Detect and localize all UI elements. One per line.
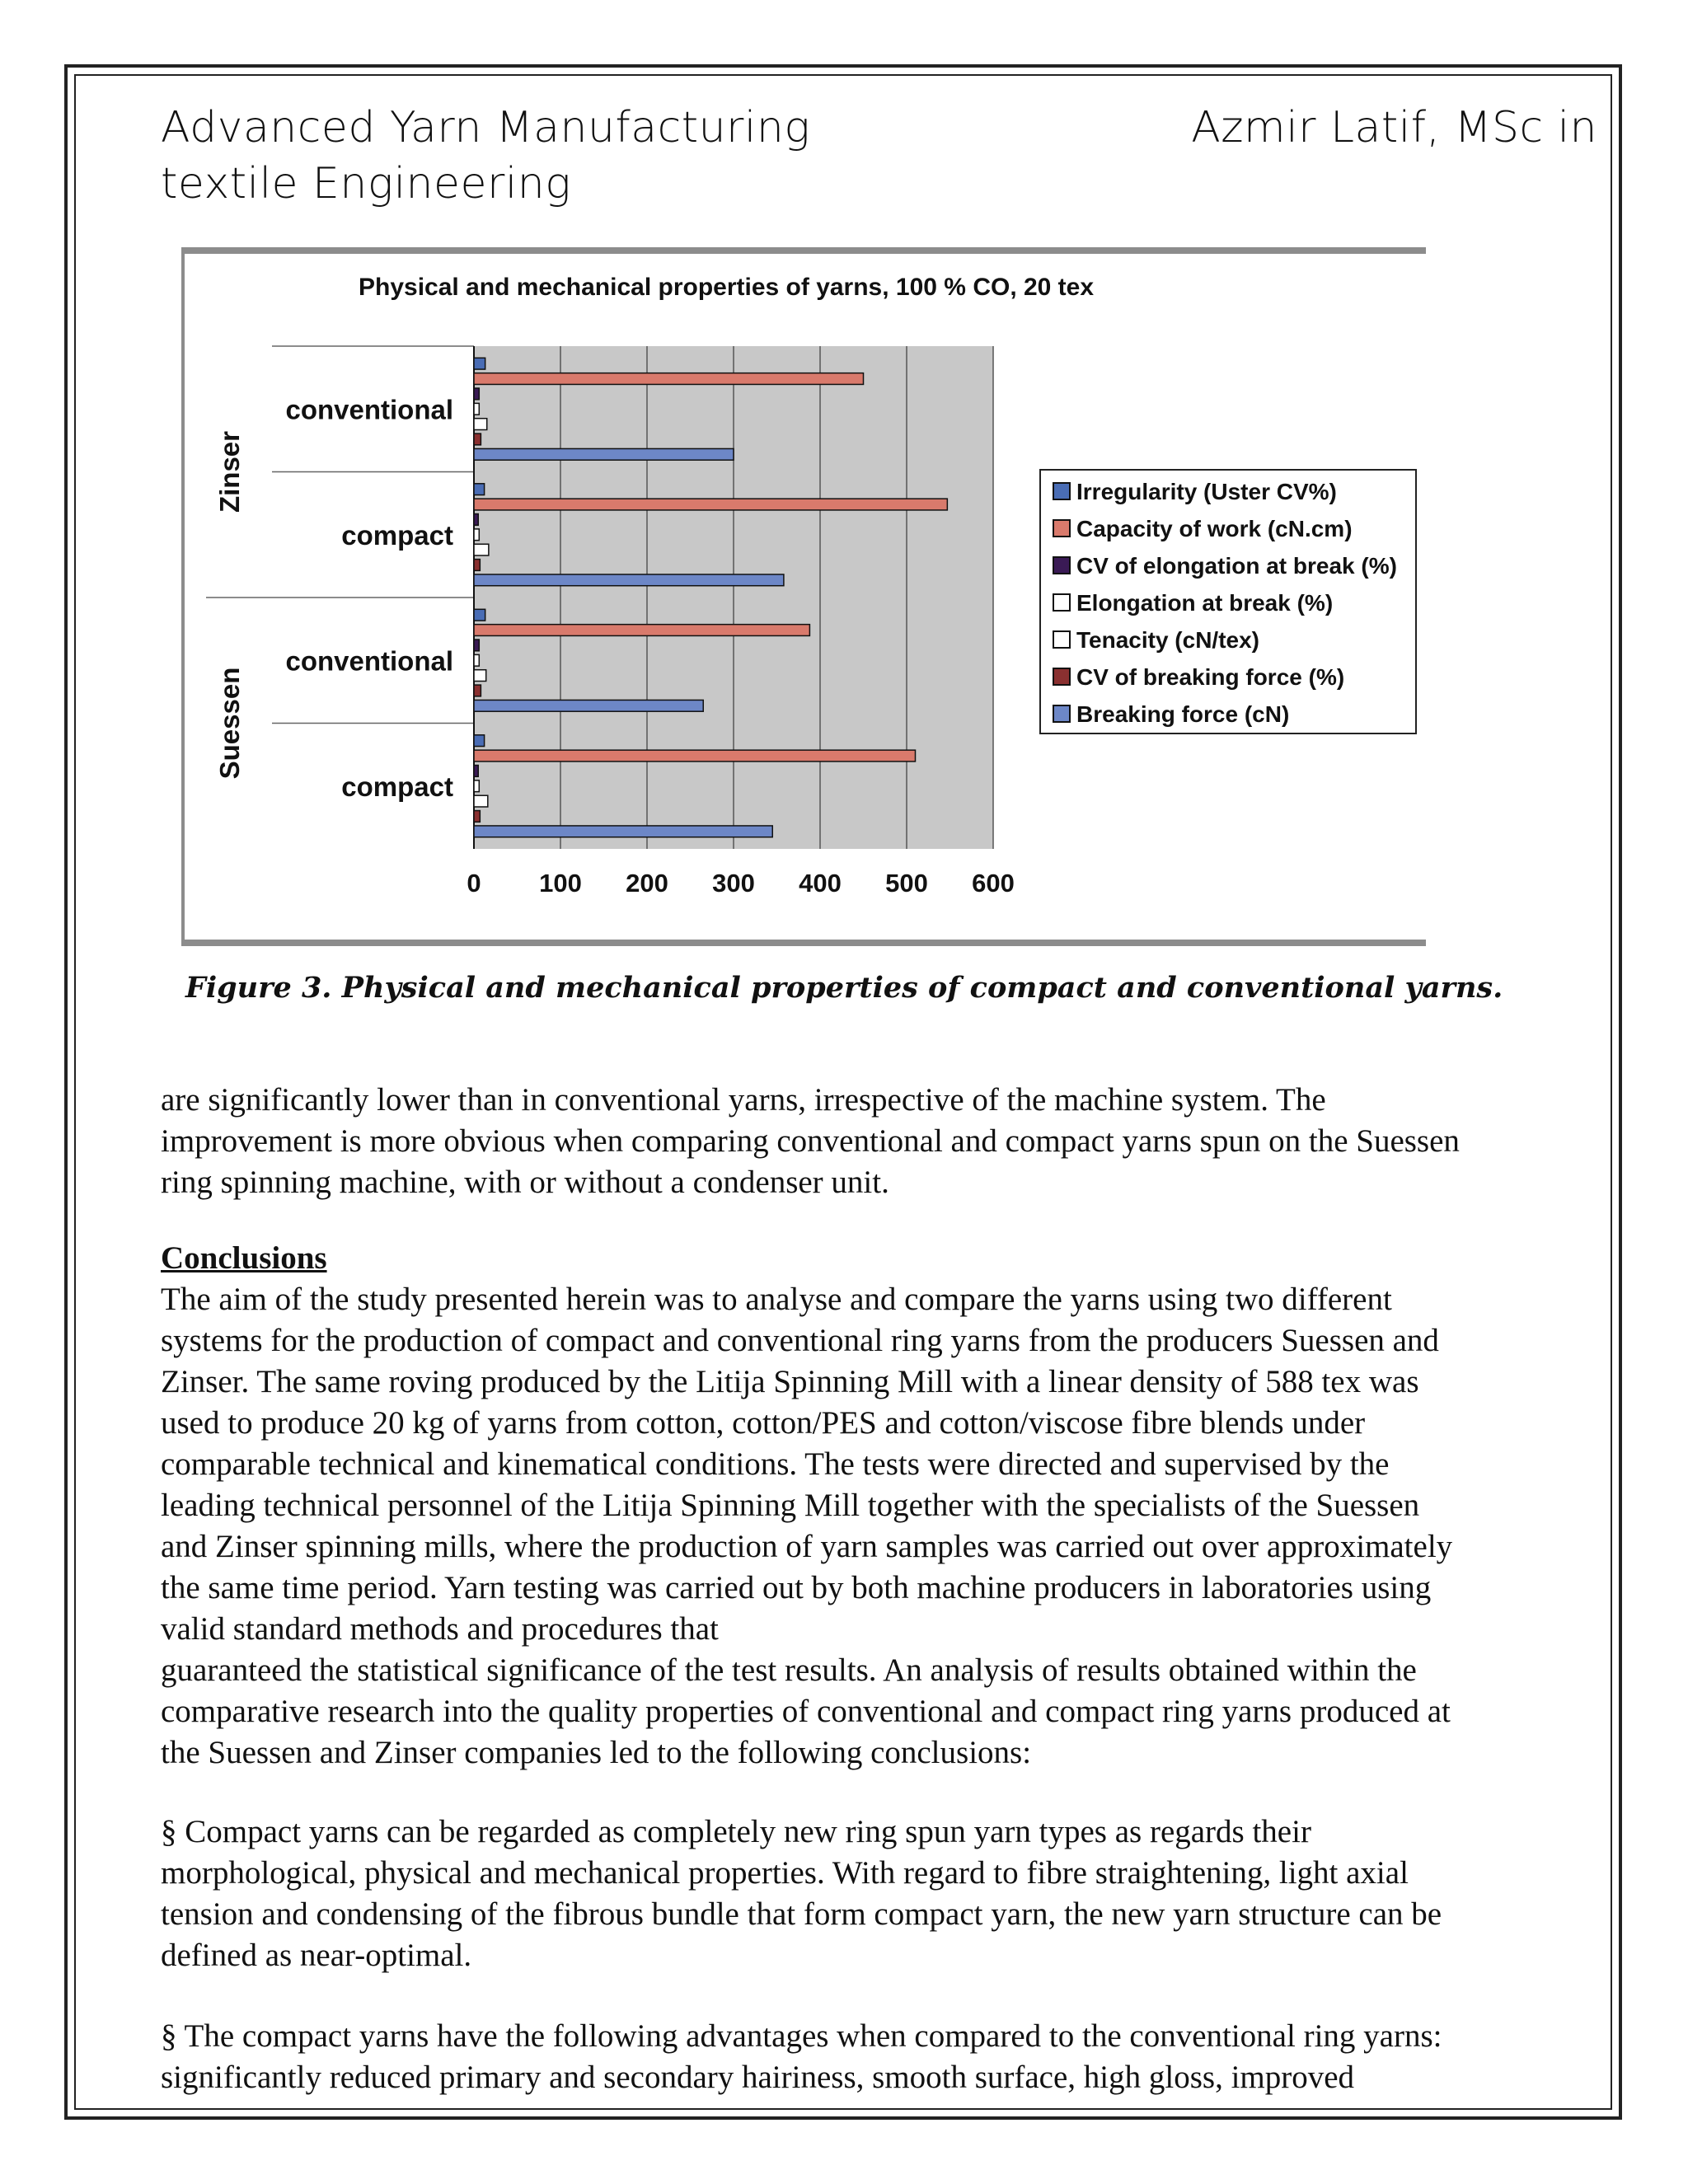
bar [474,448,734,460]
text-line: valid standard methods and procedures that [161,1611,719,1647]
x-tick-label: 400 [799,869,842,898]
text-line: comparative research into the quality properties of conventional and compact ring yarns produced at [161,1694,1451,1729]
text-line: The aim of the study presented herein was to analyse and compare the yarns using two different [161,1282,1392,1317]
category-label: compact [341,771,453,802]
bar [474,419,487,430]
chart-svg [181,247,1426,946]
bar [474,654,479,666]
legend-swatch [1053,594,1070,611]
bar [474,795,488,807]
paragraph-3 [161,1811,1611,1976]
bar [474,685,481,696]
text-line: the same time period. Yarn testing was carried out by both machine producers in laboratories using [161,1570,1432,1605]
legend-swatch [1053,520,1070,537]
text-line: comparable technical and kinematical conditions. The tests were directed and supervised by the [161,1446,1390,1482]
text-line: are significantly lower than in conventional yarns, irrespective of the machine system. The [161,1082,1326,1118]
bar [474,780,479,792]
category-label: conventional [285,645,453,677]
chart-frame-top [181,247,1426,254]
legend-swatch [1053,557,1070,574]
bar [474,560,480,571]
bar [474,358,485,369]
bar [474,403,479,415]
bar [474,670,486,682]
bar [474,735,485,747]
text-line: defined as near-optimal. [161,1938,472,1973]
x-tick-label: 100 [539,869,582,898]
figure-caption [185,971,1503,1005]
legend-label: Capacity of work (cN.cm) [1076,516,1353,541]
legend-label: CV of elongation at break (%) [1076,553,1397,579]
text-line: § The compact yarns have the following advantages when compared to the conventional ring yarns: [161,2018,1442,2054]
text-line: § Compact yarns can be regarded as completely new ring spun yarn types as regards their [161,1814,1311,1849]
bar [474,750,916,762]
group-label: Zinser [214,430,245,513]
x-tick-label: 300 [712,869,755,898]
figure-chart [181,247,1426,946]
caption-label: Figure 3. [185,971,332,1005]
legend-swatch [1053,668,1070,685]
category-label: compact [341,519,453,551]
bar [474,625,809,636]
legend-label: Elongation at break (%) [1076,590,1334,616]
bar [474,826,772,837]
legend-swatch [1053,631,1070,648]
x-tick-label: 0 [467,869,481,898]
legend-swatch [1053,483,1070,499]
bar [474,529,479,541]
legend-swatch [1053,705,1070,722]
group-label: Suessen [214,667,245,780]
caption-text: Physical and mechanical properties of compact and conventional yarns. [331,971,1503,1005]
header-title: Advanced Yarn Manufacturing [161,103,811,152]
chart-frame-left [181,247,185,946]
bar [474,766,478,777]
conclusions-section [161,1238,1611,1774]
text-line: tension and condensing of the fibrous bundle that form compact yarn, the new yarn structure can be [161,1896,1442,1932]
bar [474,574,784,586]
x-tick-label: 600 [972,869,1015,898]
paragraph-4 [161,2016,1611,2098]
x-tick-label: 500 [885,869,928,898]
bar [474,811,480,823]
bar [474,373,864,385]
text-line: ring spinning machine, with or without a condenser unit. [161,1165,889,1200]
section-heading: Conclusions [161,1240,327,1276]
bar [474,514,478,526]
text-line: Zinser. The same roving produced by the Litija Spinning Mill with a linear density of 588 tex was [161,1364,1419,1399]
text-line: improvement is more obvious when comparing conventional and compact yarns spun on the Suessen [161,1123,1460,1159]
text-line: and Zinser spinning mills, where the production of yarn samples was carried out over approximately [161,1529,1453,1564]
text-line: used to produce 20 kg of yarns from cotton, cotton/PES and cotton/viscose fibre blends under [161,1405,1366,1441]
x-tick-label: 200 [626,869,668,898]
bar [474,484,485,495]
bar [474,388,479,400]
header-title-continued: textile Engineering [161,159,571,209]
bar [474,609,485,621]
text-line: the Suessen and Zinser companies led to the following conclusions: [161,1735,1032,1770]
legend-label: Irregularity (Uster CV%) [1076,479,1337,504]
bar [474,544,489,555]
bar [474,499,947,510]
bar [474,640,479,651]
text-line: significantly reduced primary and secondary hairiness, smooth surface, high gloss, improved [161,2060,1355,2095]
chart-title: Physical and mechanical properties of yarns, 100 % CO, 20 tex [359,274,1095,301]
legend-label: Tenacity (cN/tex) [1076,627,1259,653]
legend-label: CV of breaking force (%) [1076,664,1345,690]
category-label: conventional [285,394,453,425]
chart-frame-bottom [181,940,1426,946]
text-line: guaranteed the statistical significance of the test results. An analysis of results obtained within the [161,1652,1417,1688]
header-author: Azmir Latif, MSc in [1191,103,1597,152]
text-line: systems for the production of compact and conventional ring yarns from the producers Suessen and [161,1323,1439,1358]
paragraph-1 [161,1080,1611,1203]
bar [474,434,481,445]
legend-label: Breaking force (cN) [1076,701,1290,727]
text-line: morphological, physical and mechanical properties. With regard to fibre straightening, light axial [161,1855,1409,1891]
bar [474,700,703,711]
text-line: leading technical personnel of the Litija Spinning Mill together with the specialists of the Suessen [161,1488,1420,1523]
